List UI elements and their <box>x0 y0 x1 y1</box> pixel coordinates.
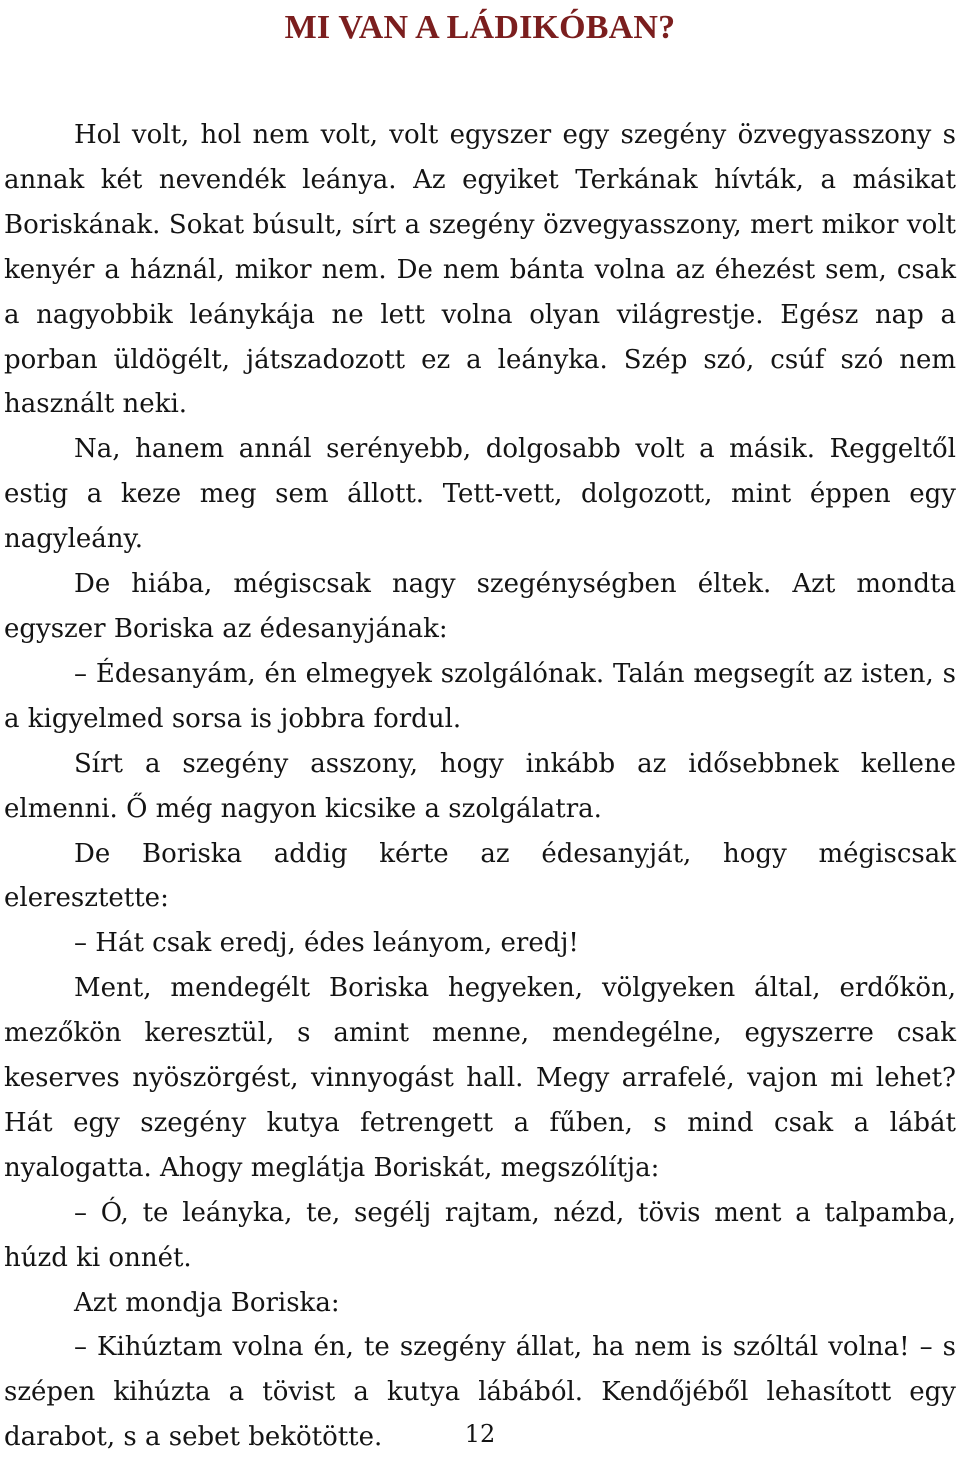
dialogue-line: – Édesanyám, én elmegyek szolgálónak. Talán megsegít az isten, s a kigyelmed sorsa is jobbra fordul. <box>4 658 956 734</box>
dialogue-line: – Kihúztam volna én, te szegény állat, ha nem is szóltál volna! – s szépen kihúzta a tövist a kutya lábából. Kendőjéből lehasított egy darabot, s a sebet bekötötte. <box>4 1332 956 1453</box>
dialogue-line: – Ó, te leányka, te, segélj rajtam, nézd, tövis ment a talpamba, húzd ki onnét. <box>4 1197 956 1273</box>
paragraph: Hol volt, hol nem volt, volt egyszer egy szegény özvegyasszony s annak két nevendék leánya. Az egyiket Terkának hívták, a másikat Boriskának. Sokat búsult, sírt a szegény özvegyasszony, mert mikor volt kenyér a háznál, mikor nem. De nem bánta volna az éhezést sem, csak a nagyobbik leánykája ne lett volna olyan világrestje. Egész nap a porban üldögélt, játszadozott ez a leányka. Szép szó, csúf szó nem használt neki. <box>4 120 956 420</box>
story-text <box>4 113 956 1460</box>
paragraph: De Boriska addig kérte az édesanyját, hogy mégiscsak eleresztette: <box>4 838 956 914</box>
chapter-title: MI VAN A LÁDIKÓBAN? <box>284 9 676 46</box>
paragraph: Sírt a szegény asszony, hogy inkább az idősebbnek kellene elmenni. Ő még nagyon kicsike a szolgálatra. <box>4 748 956 824</box>
paragraph: Ment, mendegélt Boriska hegyeken, völgyeken által, erdőkön, mezőkön keresztül, s amint menne, mendegélne, egyszerre csak keserves nyöszörgést, vinnyogást hall. Megy arrafelé, vajon mi lehet? Hát egy szegény kutya fetrengett a fűben, s mind csak a lábát nyalogatta. Ahogy meglátja Boriskát, megszólítja: <box>4 973 956 1183</box>
dialogue-line: – Hát csak eredj, édes leányom, eredj! <box>74 928 579 959</box>
paragraph: De hiába, mégiscsak nagy szegénységben éltek. Azt mondta egyszer Boriska az édesanyjának: <box>4 569 956 644</box>
paragraph: Azt mondja Boriska: <box>74 1287 340 1318</box>
page-number: 12 <box>464 1420 496 1448</box>
paragraph: Na, hanem annál serényebb, dolgosabb volt a másik. Reggeltől estig a keze meg sem állott. Tett-vett, dolgozott, mint éppen egy nagyleány. <box>4 434 956 555</box>
